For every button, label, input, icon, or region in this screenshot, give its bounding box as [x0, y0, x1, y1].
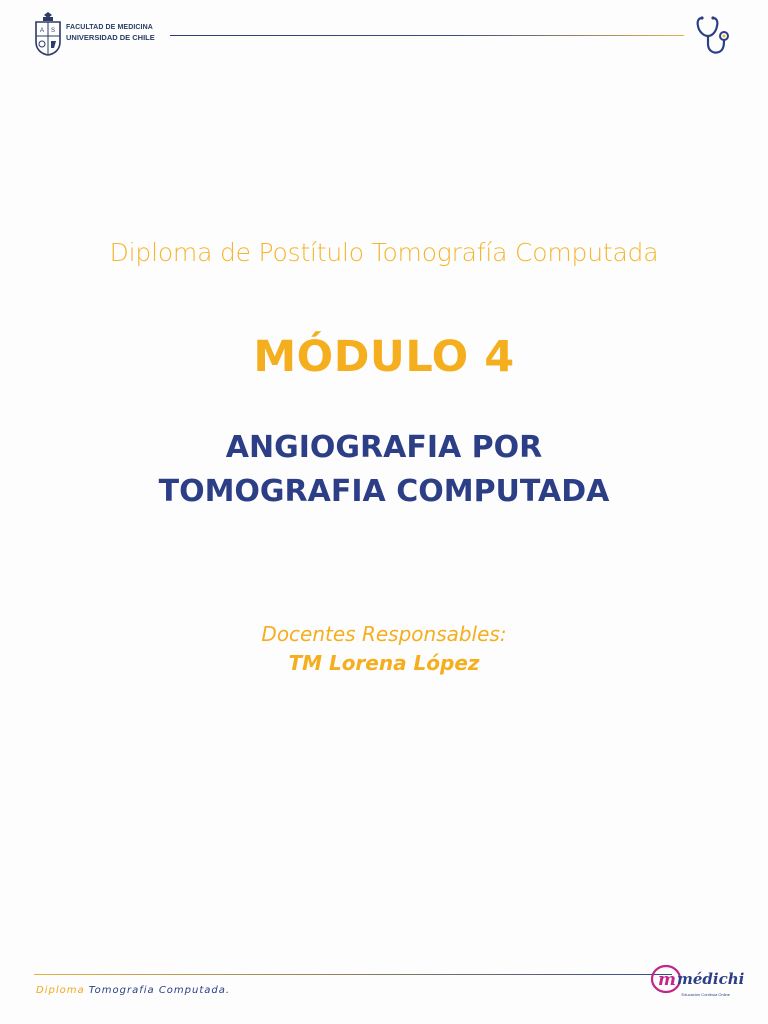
university-shield-icon	[34, 10, 62, 56]
medichi-tagline: Educación Continua Online	[681, 992, 730, 997]
course-subtitle: Diploma de Postítulo Tomografía Computada	[109, 238, 659, 267]
responsible-teachers	[0, 620, 768, 678]
faculty-name-line2: UNIVERSIDAD DE CHILE	[66, 33, 155, 42]
faculty-name-line1: FACULTAD DE MEDICINA	[66, 24, 153, 31]
footer-caption-part1: Diploma	[36, 985, 85, 996]
footer-caption-part2: Tomografia Computada.	[88, 985, 231, 996]
medichi-brand-text: médichi	[677, 970, 745, 988]
svg-text:S: S	[51, 28, 56, 34]
stethoscope-icon	[694, 14, 734, 58]
page-footer	[34, 960, 745, 1010]
docentes-label: Docentes Responsables:	[261, 622, 507, 646]
module-topic	[0, 426, 768, 514]
module-topic-line1: ANGIOGRAFIA POR	[225, 430, 543, 465]
page-header	[34, 10, 734, 62]
header-divider	[170, 35, 684, 36]
svg-text:A: A	[40, 28, 45, 34]
faculty-name	[66, 23, 155, 43]
faculty-logo	[34, 10, 155, 56]
footer-divider	[34, 974, 672, 975]
docente-name: TM Lorena López	[288, 651, 480, 675]
svg-text:m: m	[658, 970, 676, 990]
module-topic-line2: TOMOGRAFIA COMPUTADA	[158, 474, 610, 509]
module-title: MÓDULO 4	[253, 332, 515, 382]
footer-caption	[36, 985, 230, 996]
